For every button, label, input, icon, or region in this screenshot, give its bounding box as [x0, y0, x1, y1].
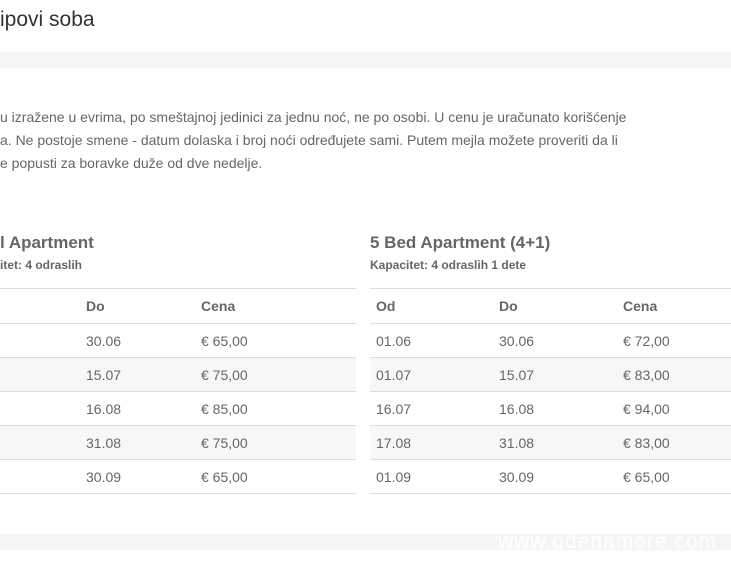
- table-row: [370, 392, 731, 426]
- price-table-right: [370, 288, 731, 494]
- divider-band-top: [0, 52, 731, 68]
- table-row: [0, 358, 356, 392]
- cell-od: 17.08: [370, 426, 493, 460]
- column-header-do: Do: [80, 289, 195, 324]
- price-table-left: [0, 288, 356, 494]
- cell-cena: € 65,00: [195, 460, 356, 494]
- cell-cena: € 75,00: [195, 426, 356, 460]
- table-row: [0, 426, 356, 460]
- description-line: e popusti za boravke duže od dve nedelje.: [0, 155, 263, 171]
- table-row: [370, 426, 731, 460]
- apartment-title: l Apartment: [0, 233, 94, 252]
- cell-cena: € 75,00: [195, 358, 356, 392]
- cell-od: [0, 358, 80, 392]
- cell-cena: € 94,00: [617, 392, 731, 426]
- table-row: [0, 324, 356, 358]
- cell-do: 31.08: [493, 426, 617, 460]
- apartment-capacity: itet: 4 odraslih: [0, 258, 83, 272]
- description-line: u izražene u evrima, po smeštajnoj jedinici za jednu noć, ne po osobi. U cenu je uračunato korišćenje: [0, 109, 627, 125]
- cell-cena: € 83,00: [617, 426, 731, 460]
- cell-do: 15.07: [493, 358, 617, 392]
- cell-cena: € 85,00: [195, 392, 356, 426]
- watermark: www.gdenamore.com: [498, 530, 717, 553]
- cell-do: 30.06: [80, 324, 195, 358]
- cell-do: 16.08: [80, 392, 195, 426]
- table-row: [0, 460, 356, 494]
- column-header-cena: Cena: [195, 289, 356, 324]
- cell-od: [0, 324, 80, 358]
- cell-od: 01.09: [370, 460, 493, 494]
- column-header-cena: Cena: [617, 289, 731, 324]
- cell-cena: € 72,00: [617, 324, 731, 358]
- cell-cena: € 65,00: [617, 460, 731, 494]
- cell-do: 30.09: [493, 460, 617, 494]
- column-header-od: Od: [370, 289, 493, 324]
- column-header-do: Do: [493, 289, 617, 324]
- cell-od: [0, 460, 80, 494]
- apartment-title: 5 Bed Apartment (4+1): [370, 233, 551, 252]
- cell-od: 01.07: [370, 358, 493, 392]
- apartment-header-left: [0, 232, 356, 274]
- cell-do: 30.06: [493, 324, 617, 358]
- cell-do: 31.08: [80, 426, 195, 460]
- cell-do: 16.08: [493, 392, 617, 426]
- cell-od: 16.07: [370, 392, 493, 426]
- table-header-row: [370, 289, 731, 324]
- description-line: a. Ne postoje smene - datum dolaska i broj noći određujete sami. Putem mejla možete proveriti da li: [0, 132, 618, 148]
- cell-od: [0, 426, 80, 460]
- apartment-capacity: Kapacitet: 4 odraslih 1 dete: [370, 258, 527, 272]
- cell-cena: € 83,00: [617, 358, 731, 392]
- table-header-row: [0, 289, 356, 324]
- cell-cena: € 65,00: [195, 324, 356, 358]
- cell-od: [0, 392, 80, 426]
- page-title: ipovi soba: [0, 8, 95, 31]
- cell-do: 15.07: [80, 358, 195, 392]
- table-row: [370, 358, 731, 392]
- table-row: [370, 460, 731, 494]
- price-description: [0, 106, 731, 175]
- apartment-header-right: [370, 232, 731, 274]
- table-row: [370, 324, 731, 358]
- cell-do: 30.09: [80, 460, 195, 494]
- table-row: [0, 392, 356, 426]
- column-header-od: [0, 289, 80, 324]
- cell-od: 01.06: [370, 324, 493, 358]
